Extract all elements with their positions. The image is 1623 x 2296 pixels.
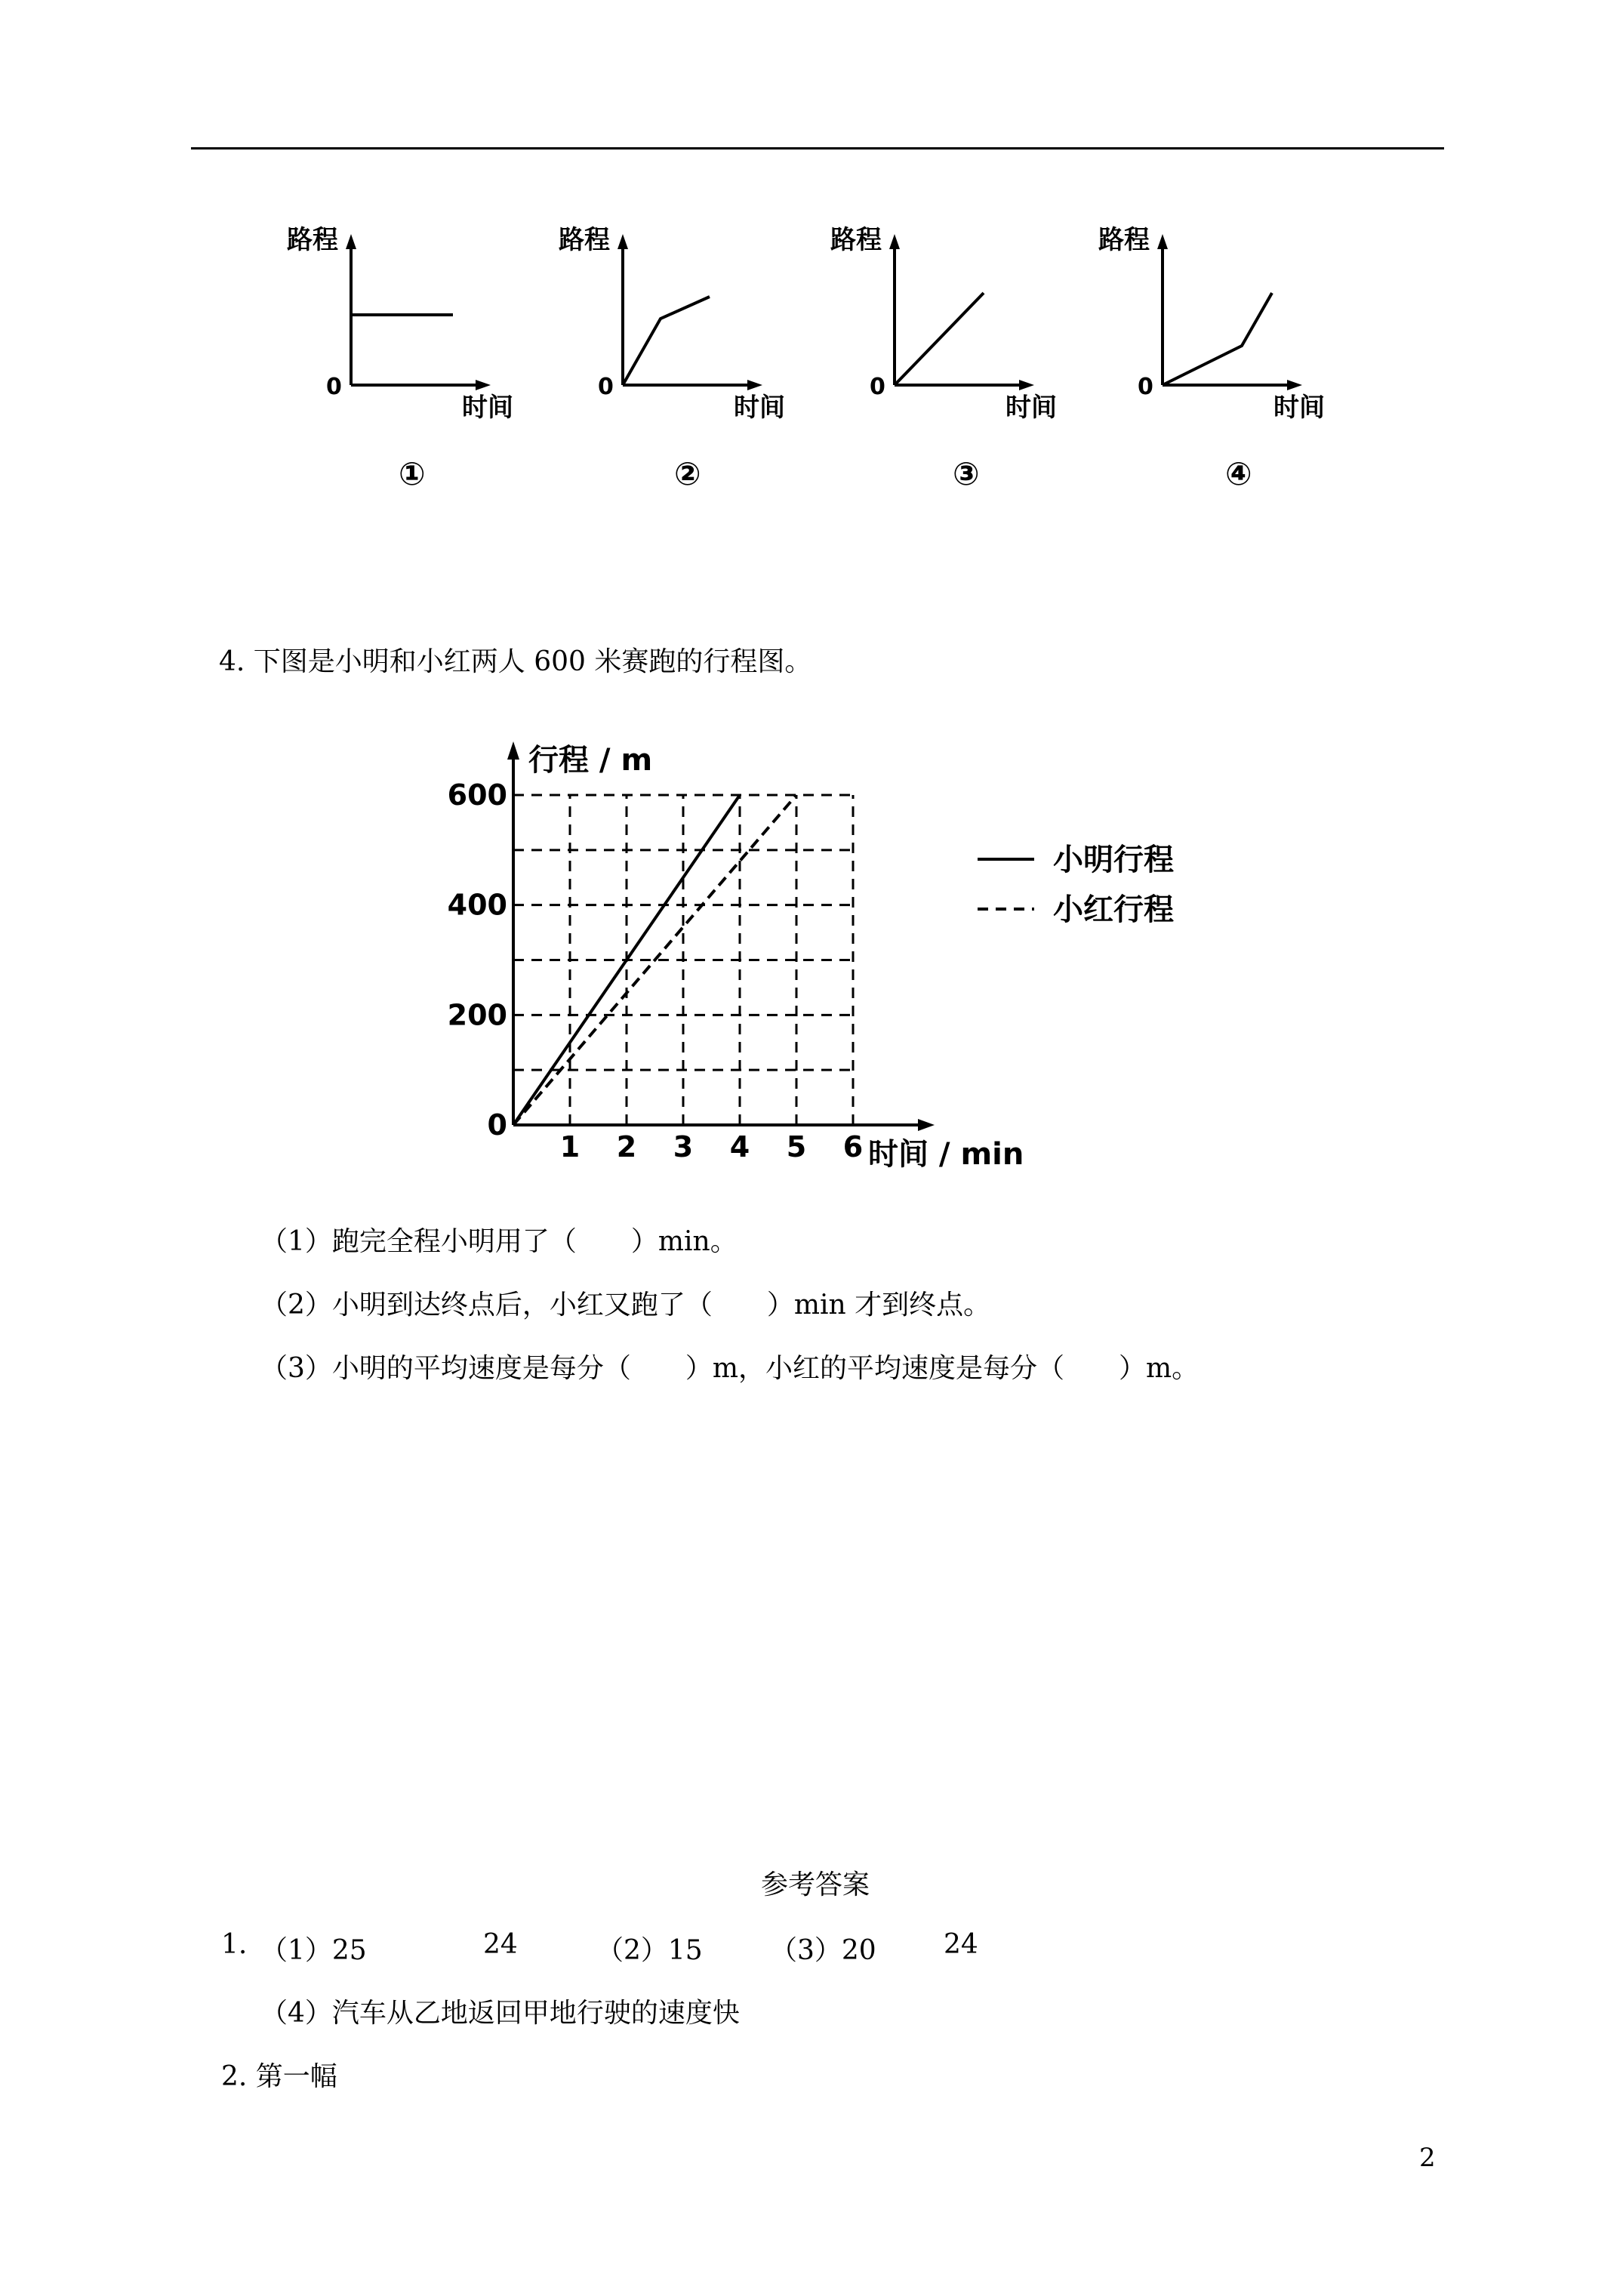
mini-chart-marker-3: ③ xyxy=(953,455,980,492)
answers-heading: 参考答案 xyxy=(761,1869,870,1900)
mini-chart-1 xyxy=(287,211,528,438)
mini-chart-3 xyxy=(830,211,1072,438)
mini-chart-2 xyxy=(559,211,800,438)
answer-1-part-4: （4）汽车从乙地返回甲地行驶的速度快 xyxy=(260,1998,740,2029)
answer-1-part-1b: 24 xyxy=(483,1929,518,1960)
x-tick-label: 2 xyxy=(616,1130,637,1163)
y-tick-label: 200 xyxy=(447,998,507,1032)
answer-2: 2. 第一幅 xyxy=(221,2061,337,2092)
question-4-part-2: （2）小明到达终点后，小红又跑了（ ）min 才到终点。 xyxy=(260,1290,991,1321)
mini-chart-ylabel: 路程 xyxy=(559,225,610,255)
mini-chart-line xyxy=(623,297,710,385)
page-number: 2 xyxy=(1419,2143,1436,2173)
mini-chart-ylabel: 路程 xyxy=(287,225,338,255)
y-axis-label: 行程 / m xyxy=(528,743,653,778)
answer-1-part-3b: 24 xyxy=(944,1929,978,1960)
y-axis-arrow xyxy=(507,741,519,760)
mini-chart-xlabel: 时间 xyxy=(1273,393,1325,423)
mini-chart-xlabel: 时间 xyxy=(734,393,785,423)
x-tick-label: 4 xyxy=(729,1130,750,1163)
mini-chart-ylabel: 路程 xyxy=(830,225,882,255)
mini-chart-marker-4: ④ xyxy=(1225,455,1252,492)
answer-1-part-2: （2）15 xyxy=(596,1935,703,1966)
distance-time-chart xyxy=(438,732,1193,1200)
x-tick-label: 1 xyxy=(559,1130,581,1163)
x-tick-label: 3 xyxy=(673,1130,694,1163)
x-tick-label: 5 xyxy=(786,1130,807,1163)
mini-chart-line xyxy=(1163,293,1272,385)
question-4-title: 4. 下图是小明和小红两人 600 米赛跑的行程图。 xyxy=(219,646,812,677)
mini-chart-marker-1: ① xyxy=(399,455,426,492)
mini-chart-xlabel: 时间 xyxy=(462,393,513,423)
legend-label-1: 小明行程 xyxy=(1053,843,1174,877)
mini-chart-ylabel: 路程 xyxy=(1098,225,1150,255)
y-tick-label: 400 xyxy=(447,888,507,922)
answer-1-part-3: （3）20 xyxy=(770,1935,876,1966)
x-tick-label: 6 xyxy=(842,1130,864,1163)
x-axis-arrow xyxy=(918,1119,935,1131)
y-tick-label: 600 xyxy=(447,778,507,812)
mini-chart-origin: 0 xyxy=(1138,374,1153,400)
mini-chart-origin: 0 xyxy=(870,374,885,400)
legend-label-2: 小红行程 xyxy=(1053,892,1174,927)
question-4-part-3: （3）小明的平均速度是每分（ ）m，小红的平均速度是每分（ ）m。 xyxy=(260,1353,1200,1384)
x-axis-label: 时间 / min xyxy=(868,1137,1024,1172)
mini-chart-marker-2: ② xyxy=(674,455,701,492)
answer-1-number: 1. xyxy=(221,1929,248,1960)
mini-chart-xlabel: 时间 xyxy=(1006,393,1057,423)
mini-chart-4 xyxy=(1098,211,1340,438)
question-4-part-1: （1）跑完全程小明用了（ ）min。 xyxy=(260,1226,738,1257)
y-tick-label: 0 xyxy=(487,1108,507,1142)
mini-chart-origin: 0 xyxy=(326,374,342,400)
answer-1-part-1: （1）25 xyxy=(260,1935,367,1966)
mini-chart-origin: 0 xyxy=(598,374,614,400)
header-rule xyxy=(191,147,1444,149)
mini-chart-line xyxy=(895,293,984,385)
